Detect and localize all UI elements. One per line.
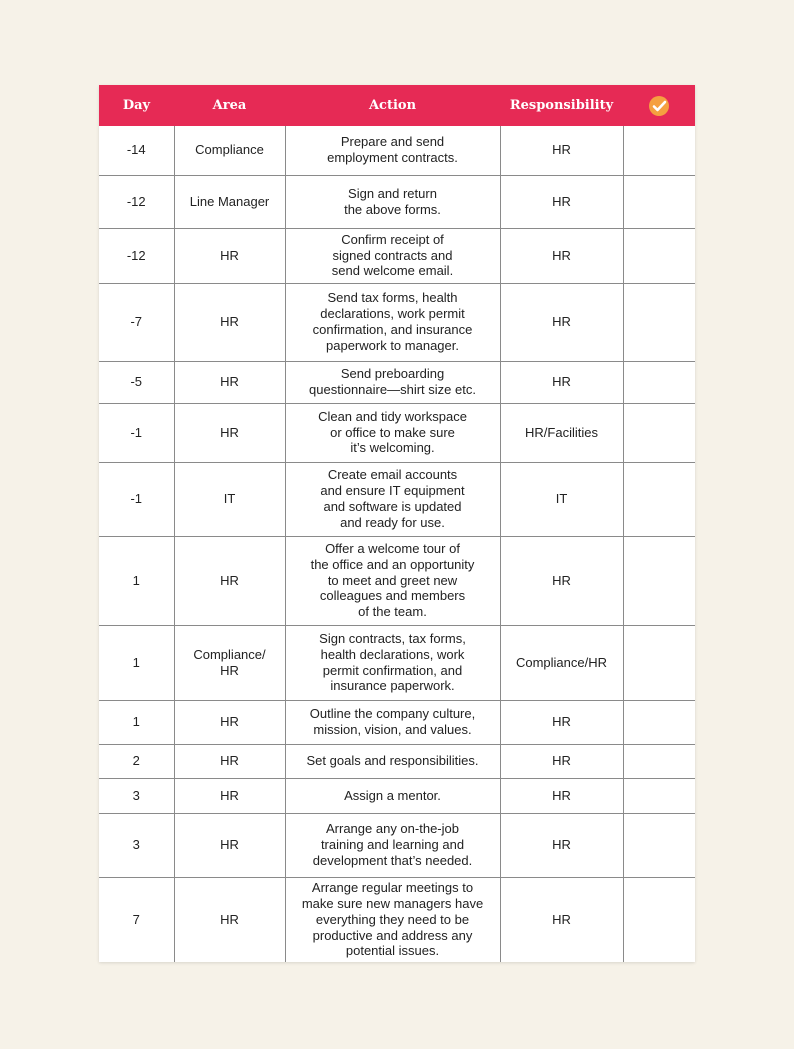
table-row bbox=[99, 536, 695, 625]
day-cell: -12 bbox=[99, 175, 174, 228]
day-cell: 1 bbox=[99, 700, 174, 744]
action-cell bbox=[285, 283, 500, 361]
action-cell-line: Assign a mentor. bbox=[344, 787, 441, 803]
table-row bbox=[99, 126, 695, 175]
action-cell bbox=[285, 175, 500, 228]
area-cell: IT bbox=[174, 462, 285, 536]
action-cell bbox=[285, 228, 500, 283]
table-row bbox=[99, 700, 695, 744]
check-cell[interactable] bbox=[623, 126, 695, 175]
action-cell-line: colleagues and members bbox=[319, 588, 466, 604]
area-cell: HR bbox=[174, 361, 285, 403]
action-cell bbox=[285, 126, 500, 175]
action-cell-line: employment contracts. bbox=[327, 150, 458, 166]
day-cell: -14 bbox=[126, 142, 146, 158]
action-cell-line: and software is updated bbox=[323, 499, 462, 514]
action-cell-line: and ready for use. bbox=[340, 514, 445, 530]
action-cell-line: Set goals and responsibilities. bbox=[306, 753, 479, 769]
action-cell-line: productive and address any bbox=[312, 927, 473, 943]
day-cell: 3 bbox=[99, 813, 174, 877]
action-cell bbox=[285, 625, 500, 700]
action-cell bbox=[285, 462, 500, 536]
area-cell: HR bbox=[174, 700, 285, 744]
responsibility-cell: IT bbox=[500, 462, 623, 536]
responsibility-cell: HR bbox=[500, 877, 623, 962]
area-cell: HR bbox=[174, 778, 285, 813]
responsibility-cell: HR bbox=[500, 361, 623, 403]
action-cell-line: confirmation, and insurance bbox=[312, 322, 473, 337]
responsibility-cell: HR bbox=[500, 536, 623, 625]
area-cell: HR bbox=[174, 536, 285, 625]
check-cell[interactable] bbox=[623, 361, 695, 403]
header-area: Area bbox=[174, 85, 285, 126]
header-responsibility: Responsibility bbox=[500, 85, 623, 126]
day-cell: -5 bbox=[99, 361, 174, 403]
action-cell-line: make sure new managers have bbox=[301, 896, 484, 912]
check-cell[interactable] bbox=[623, 283, 695, 361]
action-cell-line: paperwork to manager. bbox=[326, 337, 459, 353]
area-cell: Line Manager bbox=[174, 175, 285, 228]
day-cell: -1 bbox=[99, 462, 174, 536]
check-cell[interactable] bbox=[623, 625, 695, 700]
responsibility-cell: HR bbox=[500, 283, 623, 361]
action-cell bbox=[285, 813, 500, 877]
checkmark-badge-icon bbox=[648, 95, 670, 117]
responsibility-cell: HR bbox=[500, 175, 623, 228]
action-cell bbox=[285, 403, 500, 462]
action-cell-line: Confirm receipt of bbox=[341, 231, 444, 247]
area-cell: HR bbox=[174, 283, 285, 361]
check-cell[interactable] bbox=[623, 700, 695, 744]
action-cell-line: Clean and tidy workspace bbox=[318, 408, 467, 424]
action-cell-line: questionnaire—shirt size etc. bbox=[309, 382, 476, 397]
action-cell bbox=[285, 700, 500, 744]
action-cell-line: or office to make sure bbox=[330, 424, 455, 440]
action-cell-line: health declarations, work bbox=[320, 646, 465, 662]
check-cell[interactable] bbox=[623, 536, 695, 625]
action-cell-line: of the team. bbox=[358, 604, 427, 620]
table-body bbox=[99, 126, 695, 962]
day-cell: 1 bbox=[99, 625, 174, 700]
responsibility-cell: HR/Facilities bbox=[500, 403, 623, 462]
table-row bbox=[99, 403, 695, 462]
header-day: Day bbox=[99, 85, 174, 126]
responsibility-cell: HR bbox=[500, 700, 623, 744]
action-cell-line: Outline the company culture, bbox=[309, 706, 476, 722]
action-cell-line: it’s welcoming. bbox=[350, 440, 435, 456]
responsibility-cell: HR bbox=[500, 126, 623, 175]
action-cell-line: signed contracts and bbox=[332, 247, 453, 263]
table-row bbox=[99, 877, 695, 962]
action-cell bbox=[285, 778, 500, 813]
check-cell[interactable] bbox=[623, 778, 695, 813]
check-cell[interactable] bbox=[623, 403, 695, 462]
table-row bbox=[99, 778, 695, 813]
table-row bbox=[99, 175, 695, 228]
table-row bbox=[99, 744, 695, 778]
action-cell-line: the above forms. bbox=[344, 201, 441, 217]
responsibility-cell: HR bbox=[500, 813, 623, 877]
area-cell: HR bbox=[174, 744, 285, 778]
action-cell-line: training and learning and bbox=[320, 837, 465, 853]
checklist-table bbox=[99, 85, 695, 962]
action-cell-line: to meet and greet new bbox=[327, 572, 458, 588]
day-cell: 7 bbox=[99, 877, 174, 962]
action-cell-line: Send preboarding bbox=[340, 366, 445, 382]
action-cell bbox=[285, 744, 500, 778]
action-cell-line: permit confirmation, and bbox=[322, 662, 463, 678]
area-cell bbox=[174, 625, 285, 700]
table-row bbox=[99, 228, 695, 283]
responsibility-cell: Compliance/HR bbox=[500, 625, 623, 700]
area-cell: HR bbox=[174, 228, 285, 283]
action-cell bbox=[285, 536, 500, 625]
area-cell: HR bbox=[174, 877, 285, 962]
check-cell[interactable] bbox=[623, 228, 695, 283]
action-cell-line: Send tax forms, health bbox=[327, 290, 458, 306]
table-row bbox=[99, 462, 695, 536]
action-cell-line: declarations, work permit bbox=[320, 306, 465, 322]
check-cell[interactable] bbox=[623, 462, 695, 536]
action-cell-line: Arrange any on-the-job bbox=[326, 821, 459, 837]
action-cell-line: the office and an opportunity bbox=[310, 556, 475, 572]
action-cell-line: mission, vision, and values. bbox=[313, 722, 472, 737]
header-action: Action bbox=[285, 85, 500, 126]
area-cell-line: Compliance/ bbox=[193, 646, 266, 662]
responsibility-cell: HR bbox=[500, 744, 623, 778]
table-row bbox=[99, 813, 695, 877]
action-cell-line: Create email accounts bbox=[327, 467, 458, 483]
area-cell: HR bbox=[174, 403, 285, 462]
table-row bbox=[99, 283, 695, 361]
action-cell-line: and ensure IT equipment bbox=[320, 483, 465, 499]
area-cell: HR bbox=[174, 813, 285, 877]
action-cell-line: Offer a welcome tour of bbox=[325, 541, 460, 556]
action-cell-line: Arrange regular meetings to bbox=[311, 880, 474, 896]
day-cell: 3 bbox=[99, 778, 174, 813]
action-cell-line: Sign contracts, tax forms, bbox=[319, 630, 466, 646]
action-cell bbox=[285, 361, 500, 403]
check-cell[interactable] bbox=[623, 813, 695, 877]
responsibility-cell: HR bbox=[500, 778, 623, 813]
action-cell-line: development that’s needed. bbox=[312, 852, 473, 868]
area-cell: Compliance bbox=[174, 126, 285, 175]
action-cell bbox=[285, 877, 500, 962]
action-cell-line: everything they need to be bbox=[315, 911, 470, 927]
day-cell: -7 bbox=[99, 283, 174, 361]
header-check bbox=[623, 85, 695, 126]
day-cell: -12 bbox=[99, 228, 174, 283]
check-cell[interactable] bbox=[623, 877, 695, 962]
check-cell[interactable] bbox=[623, 744, 695, 778]
table-header bbox=[99, 85, 695, 126]
responsibility-cell: HR bbox=[500, 228, 623, 283]
action-cell-line: Prepare and send bbox=[340, 134, 445, 150]
action-cell-line: potential issues. bbox=[345, 943, 440, 959]
area-cell-line: HR bbox=[220, 662, 239, 678]
day-cell: -1 bbox=[99, 403, 174, 462]
action-cell-line: insurance paperwork. bbox=[330, 678, 455, 694]
action-cell-line: Sign and return bbox=[348, 185, 437, 201]
action-cell-line: send welcome email. bbox=[331, 263, 454, 279]
table-row bbox=[99, 361, 695, 403]
day-cell: 1 bbox=[99, 536, 174, 625]
day-cell: 2 bbox=[99, 744, 174, 778]
check-cell[interactable] bbox=[623, 175, 695, 228]
table-row bbox=[99, 625, 695, 700]
onboarding-checklist bbox=[99, 85, 695, 962]
